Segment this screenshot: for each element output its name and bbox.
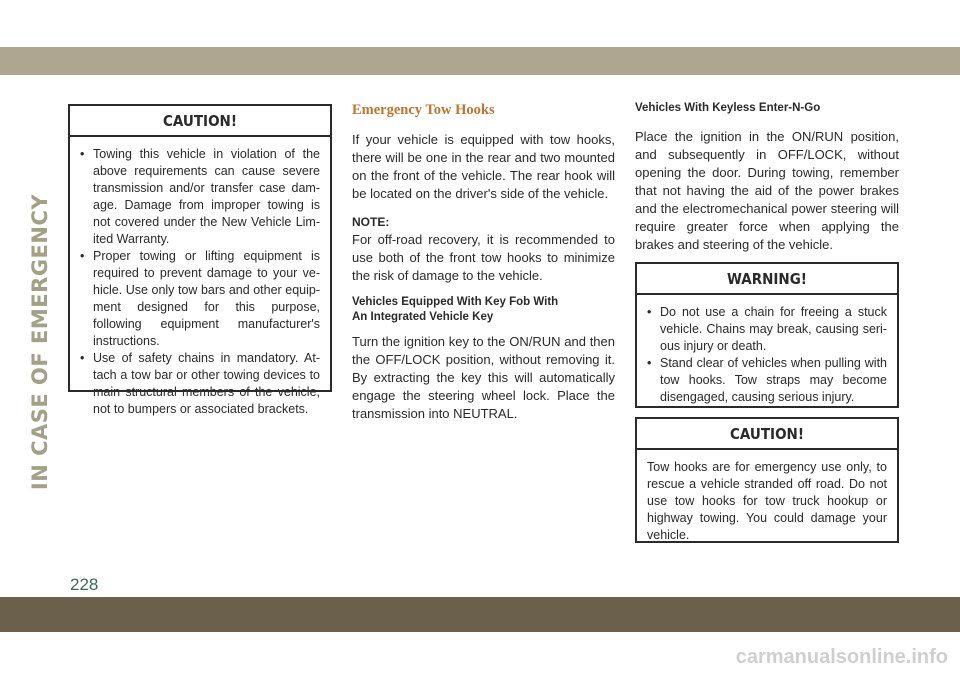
header-band: [0, 47, 960, 75]
warning-box: [635, 262, 899, 408]
caution-item: • Use of safety chains in mandatory. At-tach a tow bar or other towing devices to main structural members of the vehicle, not to bumpers or associated brackets.: [80, 350, 320, 418]
caution-box-right-text: Tow hooks are for emergency use only, to rescue a vehicle stranded off road. Do not use tow hooks for tow truck hookup or highway towing. You could damage your vehicle.: [647, 460, 887, 542]
note-text: For off-road recovery, it is recommended to use both of the front tow hooks to minimize the risk of damage to the vehicle.: [352, 232, 615, 283]
intro-paragraph: If your vehicle is equipped with tow hooks, there will be one in the rear and two mounted on the front of the vehicle. The rear hook will be located on the driver's side of the vehicle.: [352, 132, 615, 201]
note-label: NOTE:: [352, 215, 390, 229]
watermark-text: carmanualsonline.info: [735, 646, 948, 668]
warning-item: • Stand clear of vehicles when pulling with tow hooks. Tow straps may become disengaged, causing serious injury.: [647, 355, 887, 406]
warning-box-list: [647, 304, 887, 406]
caution-item: • Proper towing or lifting equipment is required to prevent damage to your ve-hicle. Use only tow bars and other equip-ment designed for this purpose, following equipment manufacturer's instructions.: [80, 248, 320, 350]
section-side-tab-label: IN CASE OF EMERGENCY: [28, 193, 52, 491]
right-column: [635, 101, 899, 264]
caution-box-left-title: CAUTION!: [70, 106, 330, 137]
caution-box-right: [635, 417, 899, 543]
warning-box-title: WARNING!: [637, 264, 897, 295]
section-side-tab: [28, 193, 52, 491]
key-fob-subheading-line: An Integrated Vehicle Key: [352, 311, 494, 323]
warning-item: • Do not use a chain for freeing a stuck vehicle. Chains may break, causing seri-ous injury or death.: [647, 304, 887, 355]
key-fob-text: Turn the ignition key to the ON/RUN and then the OFF/LOCK position, without removing it. By extracting the key this will automatically engage the steering wheel lock. Place the transmission into NEUTRAL.: [352, 334, 615, 421]
caution-box-left: [68, 104, 332, 416]
caution-box-left-list: [80, 146, 320, 418]
section-heading: Emergency Tow Hooks: [352, 102, 495, 118]
caution-item: • Towing this vehicle in violation of the above requirements can cause severe transmission and/or transfer case dam-age. Damage from improper towing is not covered under the New Vehicle Lim-ited Warranty.: [80, 146, 320, 248]
keyless-subheading: Vehicles With Keyless Enter-N-Go: [635, 102, 821, 114]
key-fob-subheading: [352, 295, 615, 325]
page-number: 228: [70, 575, 99, 594]
caution-box-right-title: CAUTION!: [637, 419, 897, 450]
key-fob-subheading-line: Vehicles Equipped With Key Fob With: [352, 296, 559, 308]
keyless-text: Place the ignition in the ON/RUN position, and subsequently in OFF/LOCK, without opening the door. During towing, remember that not having the aid of the power brakes and the electromechanical power steering will require greater force when applying the brakes and steering of the vehicle.: [635, 129, 899, 252]
middle-column: [352, 101, 615, 433]
footer-band: [0, 597, 960, 632]
